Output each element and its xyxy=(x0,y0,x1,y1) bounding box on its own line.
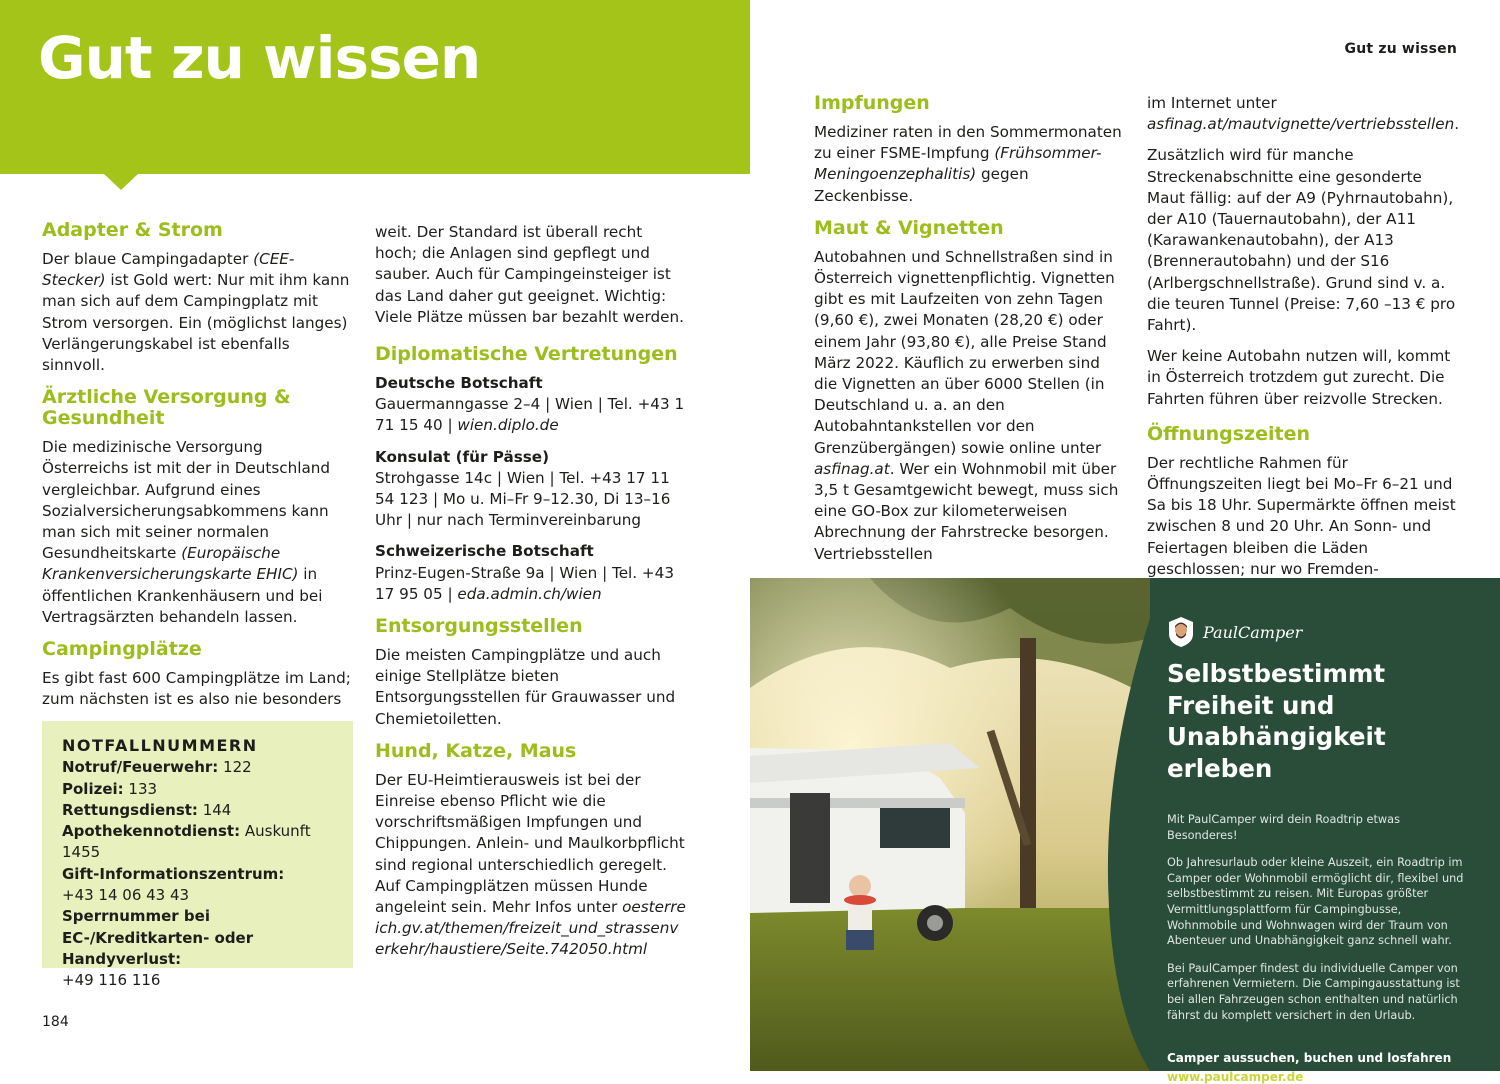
emergency-item xyxy=(62,906,333,970)
ad-paragraph: Ob Jahresurlaub oder kleine Auszeit, ein Roadtrip im Camper oder Wohnmobil ermöglicht dir, flexibel und selbstbestimmt zu reisen. Mit Europas größter Vermittlungsplattform für Campingbusse, Wohnmobile und Wohnwagen wird der Traum von Abenteuer und Unabhängigkeit ganz schnell wahr. xyxy=(1167,856,1464,948)
toll-link[interactable]: asfinag.at/mautvignette/vertriebsstellen xyxy=(1147,115,1455,134)
text-run: Prinz-Eugen-Straße 9a | Wien | Tel. +43 17 95 05 | xyxy=(375,563,674,603)
ad-paragraph: Mit PaulCamper wird dein Roadtrip etwas Besonderes! xyxy=(1167,813,1400,842)
embassy-name: Schweizerische Botschaft xyxy=(375,542,594,561)
emergency-heading: NOTFALLNUMMERN xyxy=(62,736,258,755)
page-title: Gut zu wissen xyxy=(38,24,481,92)
embassy-entry xyxy=(375,541,687,605)
emergency-value: +49 116 116 xyxy=(62,971,161,990)
emergency-value: 133 xyxy=(123,779,158,798)
ad-url-link[interactable]: www.paulcamper.de xyxy=(1167,1070,1304,1084)
section-text: Die meisten Campingplätze und auch einige Stellplätze bieten Entsorgungsstellen für Grauwasser und Chemietoiletten. xyxy=(375,646,676,728)
embassy-link[interactable]: wien.diplo.de xyxy=(457,416,559,435)
ad-frame-shape xyxy=(1050,578,1180,1071)
section-text: Es gibt fast 600 Campingplätze im Land; zum nächsten ist es also nie besonders xyxy=(42,669,351,709)
section-text: weit. Der Standard ist überall recht hoch; die Anlagen sind gepflegt und sauber. Auch für Campingeinsteiger ist das Land daher gut geeignet. Wichtig: Viele Plätze müssen bar bezahlt werden. xyxy=(375,223,684,326)
paulcamper-logo[interactable] xyxy=(1167,616,1467,648)
section-heading: Impfungen xyxy=(814,92,930,114)
ad-content xyxy=(1167,616,1467,1084)
emergency-label: Sperrnummer bei EC-/Kreditkarten- oder Handyverlust: xyxy=(62,907,254,968)
emergency-value: Auskunft 1455 xyxy=(62,822,311,862)
text-run: Gauermanngasse 2–4 | Wien | Tel. +43 1 71 15 40 | xyxy=(375,395,685,435)
ad-paragraph: Bei PaulCamper findest du individuelle Camper von erfahrenen Vermietern. Die Campingausstattung ist bei allen Fahrzeugen schon enthalten und natürlich fährst du komplett versichert in den Urlaub. xyxy=(1167,961,1460,1022)
section-toll xyxy=(814,218,1126,565)
text-run: Die medizinische Versorgung Österreichs ist mit der in Deutschland vergleichbar. Aufgrund eines Sozialversicherungsabkommens kann man sich mit seiner normalen Gesundheitskarte xyxy=(42,438,331,563)
text-run: in öffentlichen Krankenhäusern und bei Vertragsärzten behandeln lassen. xyxy=(42,565,323,626)
section-text xyxy=(42,249,354,376)
emergency-item xyxy=(62,864,333,885)
paulcamper-ad[interactable] xyxy=(750,578,1500,1084)
section-text: Wer keine Autobahn nutzen will, kommt in Österreich trotzdem gut zurecht. Die Fahrten führen über reizvolle Strecken. xyxy=(1147,347,1451,408)
embassy-entry xyxy=(375,373,687,437)
emergency-numbers-box xyxy=(42,721,353,990)
pets-link[interactable]: oesterreich.gv.at/themen/freizeit_und_strassenverkehr/haustiere/Seite.742050.html xyxy=(375,898,686,959)
text-emphasis: (Frühsommer-Meningoenzephalitis) xyxy=(814,144,1102,184)
emergency-label: Apothekennotdienst: xyxy=(62,822,241,841)
emergency-item xyxy=(62,800,333,821)
text-run: Strohgasse 14c | Wien | Tel. +43 17 11 54 123 | Mo u. Mi–Fr 9–12.30, Di 13–16 Uhr | nur nach Terminvereinbarung xyxy=(375,468,671,530)
section-heading: Entsorgungsstellen xyxy=(375,615,583,638)
text-run: Der EU-Heimtierausweis ist bei der Einreise ebenso Pflicht wie die vorschriftsmäßigen Impfungen und Chippungen. Anlein- und Maulkorbpflicht sind regional unterschiedlich geregelt. Auf Campingplätzen müssen Hunde angeleint sein. Mehr Infos unter xyxy=(375,770,685,917)
emergency-label: Polizei: xyxy=(62,779,124,798)
section-heading: Öffnungszeiten xyxy=(1147,422,1310,445)
section-heading: Maut & Vignetten xyxy=(814,216,1004,239)
section-hours xyxy=(1147,424,1459,580)
text-run: Mediziner raten in den Sommermonaten zu einer FSME-Impfung xyxy=(814,123,1122,163)
section-camping xyxy=(42,639,354,710)
paul-avatar-icon xyxy=(1167,616,1195,648)
section-heading: Hund, Katze, Maus xyxy=(375,739,577,762)
embassy-entry xyxy=(375,447,687,532)
column-4 xyxy=(1147,93,1459,591)
ad-call-to-action: Camper aussuchen, buchen und losfahren xyxy=(1167,1051,1452,1066)
section-vaccination xyxy=(814,93,1126,207)
column-2 xyxy=(375,222,687,972)
emergency-value: 144 xyxy=(197,800,232,819)
section-pets xyxy=(375,741,687,961)
text-run: . xyxy=(1454,115,1460,134)
section-text xyxy=(42,437,354,628)
emergency-item xyxy=(62,757,333,778)
section-health xyxy=(42,387,354,628)
emergency-item xyxy=(62,779,333,800)
section-text xyxy=(1147,93,1459,135)
ad-body xyxy=(1167,812,1467,1023)
text-run: im Internet unter xyxy=(1147,94,1277,112)
title-banner xyxy=(0,0,750,174)
emergency-value: +43 14 06 43 43 xyxy=(62,886,190,905)
brand-name: PaulCamper xyxy=(1203,622,1303,642)
text-run: Autobahnen und Schnellstraßen sind in Österreich vignettenpflichtig. Vignetten gibt es mit Laufzeiten von zehn Tagen (9,60 €), zwei Monaten (28,20 €) oder einem Jahr (93,80 €), alle Preise Stand März 2022. Käuflich zu erwerben sind die Vignetten an über 6000 Stellen (in Deutschland u. a. an den Autobahntankstellen vor den Grenzübergängen) sowie online unter xyxy=(814,247,1115,457)
section-text xyxy=(814,247,1126,565)
section-text: Der rechtliche Rahmen für Öffnungszeiten liegt bei Mo–Fr 6–21 und Sa bis 18 Uhr. Supermärkte öffnen meist zwischen 8 und 20 Uhr. An Sonn- und Feiertagen bleiben die Läden geschlossen; nur wo Fremden- xyxy=(1147,453,1456,578)
emergency-label: Gift-Informationszentrum: xyxy=(62,864,285,883)
section-text xyxy=(375,770,687,961)
section-text xyxy=(814,122,1126,207)
section-heading: Adapter & Strom xyxy=(42,219,223,241)
section-text: Zusätzlich wird für manche Streckenabschnitte eine gesonderte Maut fällig: auf der A9 (Pyhrnautobahn), der A10 (Tauernautobahn), der A11 (Karawankenautobahn), der A13 (Brennerautobahn) und der S16 (Arlbergschnellstraße). Grund sind v. a. die teuren Tunnel (Preise: 7,60 –13 € pro Fahrt). xyxy=(1147,146,1456,335)
text-run: Der blaue Campingadapter xyxy=(42,250,254,268)
text-run: . Wer ein Wohnmobil mit über 3,5 t Gesamtgewicht bewegt, muss sich eine GO-Box zur kilometerweisen Abrechnung der Fahrstrecke besorgen. Vertriebsstellen xyxy=(814,459,1119,563)
section-adapter xyxy=(42,220,354,376)
page-number: 184 xyxy=(42,1014,69,1030)
section-diplomatic xyxy=(375,344,687,605)
toll-link[interactable]: asfinag.at xyxy=(814,459,890,478)
section-disposal xyxy=(375,616,687,730)
column-3 xyxy=(814,93,1126,576)
text-emphasis: (CEE-Stecker) xyxy=(42,250,295,290)
emergency-value: 122 xyxy=(218,758,252,777)
section-heading: Campingplätze xyxy=(42,638,202,661)
embassy-link[interactable]: eda.admin.ch/wien xyxy=(457,584,602,603)
ad-headline: Selbstbestimmt Freiheit und Unabhängigkeit erleben xyxy=(1167,659,1386,783)
emergency-label: Notruf/Feuerwehr: xyxy=(62,758,219,777)
emergency-item xyxy=(62,821,333,864)
section-heading: Diplomatische Vertretungen xyxy=(375,343,678,366)
embassy-name: Deutsche Botschaft xyxy=(375,374,543,393)
text-run: gegen Zeckenbisse. xyxy=(814,165,1029,205)
emergency-label: Rettungsdienst: xyxy=(62,800,198,819)
section-heading: Ärztliche Versorgung & Gesundheit xyxy=(42,386,291,430)
column-1 xyxy=(42,220,354,721)
running-head: Gut zu wissen xyxy=(1344,41,1457,57)
embassy-name: Konsulat (für Pässe) xyxy=(375,447,550,466)
text-emphasis: (Europäische Krankenversicherungskarte EHIC) xyxy=(42,544,299,584)
text-run: ist Gold wert: Nur mit ihm kann man sich auf dem Campingplatz mit Strom versorgen. Ein (möglichst langes) Verlängerungskabel ist ebenfalls sinnvoll. xyxy=(42,271,350,375)
